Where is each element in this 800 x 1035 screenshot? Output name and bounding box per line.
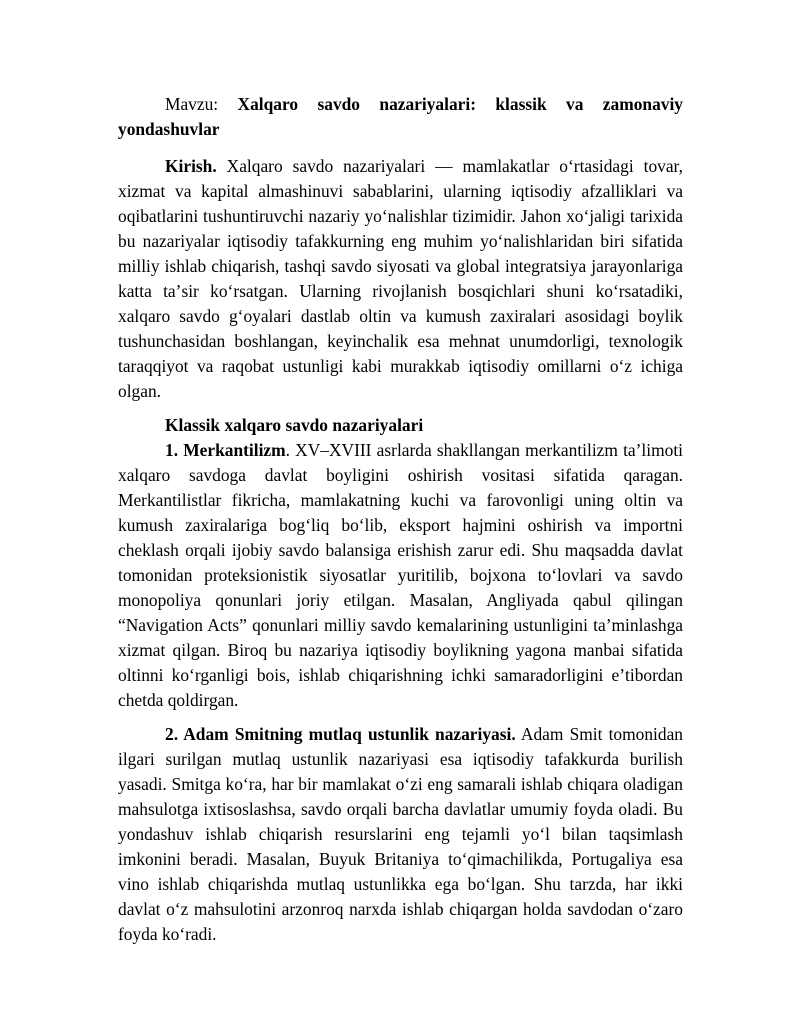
intro-lead: Kirish.	[165, 156, 217, 176]
intro-body: Xalqaro savdo nazariyalari — mamlakatlar oʻrtasidagi tovar, xizmat va kapital almashinuvi sabablarini, ularning iqtisodiy afzalliklari va oqibatlarini tushuntiruvchi nazariy yoʻnalishlar tizimidir. Jahon xoʻjaligi tarixida bu nazariyalar iqtisodiy tafakkurning eng muhim yoʻnalishlaridan biri sifatida milliy ishlab chiqarish, tashqi savdo siyosati va global integratsiya jarayonlariga katta taʼsir koʻrsatgan. Ularning rivojlanish bosqichlari shuni koʻrsatadiki, xalqaro savdo gʻoyalari dastlab oltin va kumush zaxiralari asosidagi boylik tushunchasidan boshlangan, keyinchalik esa mehnat unumdorligi, texnologik taraqqiyot va raqobat ustunligi kabi murakkab iqtisodiy omillarni oʻz ichiga olgan.	[118, 156, 683, 401]
document-title	[118, 92, 683, 142]
section-heading-text: Klassik xalqaro savdo nazariyalari	[165, 415, 424, 435]
section-heading	[118, 413, 683, 438]
intro-paragraph	[118, 154, 683, 404]
document-page	[118, 92, 683, 947]
section-lead: 2. Adam Smitning mutlaq ustunlik nazariyasi.	[165, 724, 516, 744]
section-body: Adam Smit tomonidan ilgari surilgan mutlaq ustunlik nazariyasi esa iqtisodiy tafakkurda burilish yasadi. Smitga koʻra, har bir mamlakat oʻzi eng samarali ishlab chiqara oladigan mahsulotga ixtisoslashsa, savdo orqali barcha davlatlar umumiy foyda oladi. Bu yondashuv ishlab chiqarish resurslarini eng tejamli yoʻl bilan taqsimlash imkonini beradi. Masalan, Buyuk Britaniya toʻqimachilikda, Portugaliya esa vino ishlab chiqarishda mutlaq ustunlikka ega boʻlgan. Shu tarzda, har ikki davlat oʻz mahsulotini arzonroq narxda ishlab chiqargan holda savdodan oʻzaro foyda koʻradi.	[118, 724, 683, 944]
title-text: Xalqaro savdo nazariyalari: klassik va zamonaviy yondashuvlar	[118, 94, 683, 139]
section-paragraph-mercantilism	[118, 438, 683, 713]
section-body: . XV–XVIII asrlarda shakllangan merkantilizm taʼlimoti xalqaro savdoga davlat boyligini oshirish vositasi sifatida qaragan. Merkantilistlar fikricha, mamlakatning kuchi va farovonligi uning oltin va kumush zaxiralariga bogʻliq boʻlib, eksport hajmini oshirish va importni cheklash orqali ijobiy savdo balansiga erishish zarur edi. Shu maqsadda davlat tomonidan proteksionistik siyosatlar yuritilib, bojxona toʻlovlari va savdo monopoliya qonunlari joriy etilgan. Masalan, Angliyada qabul qilingan “Navigation Acts” qonunlari milliy savdo kemalarining ustunligini taʼminlashga xizmat qilgan. Biroq bu nazariya iqtisodiy boylikning yagona manbai sifatida oltinni koʻrganligi bois, ishlab chiqarishning ichki samaradorligini eʼtibordan chetda qoldirgan.	[118, 440, 683, 710]
title-prefix: Mavzu:	[165, 94, 238, 114]
section-paragraph-absolute-advantage	[118, 722, 683, 947]
section-lead: 1. Merkantilizm	[165, 440, 286, 460]
